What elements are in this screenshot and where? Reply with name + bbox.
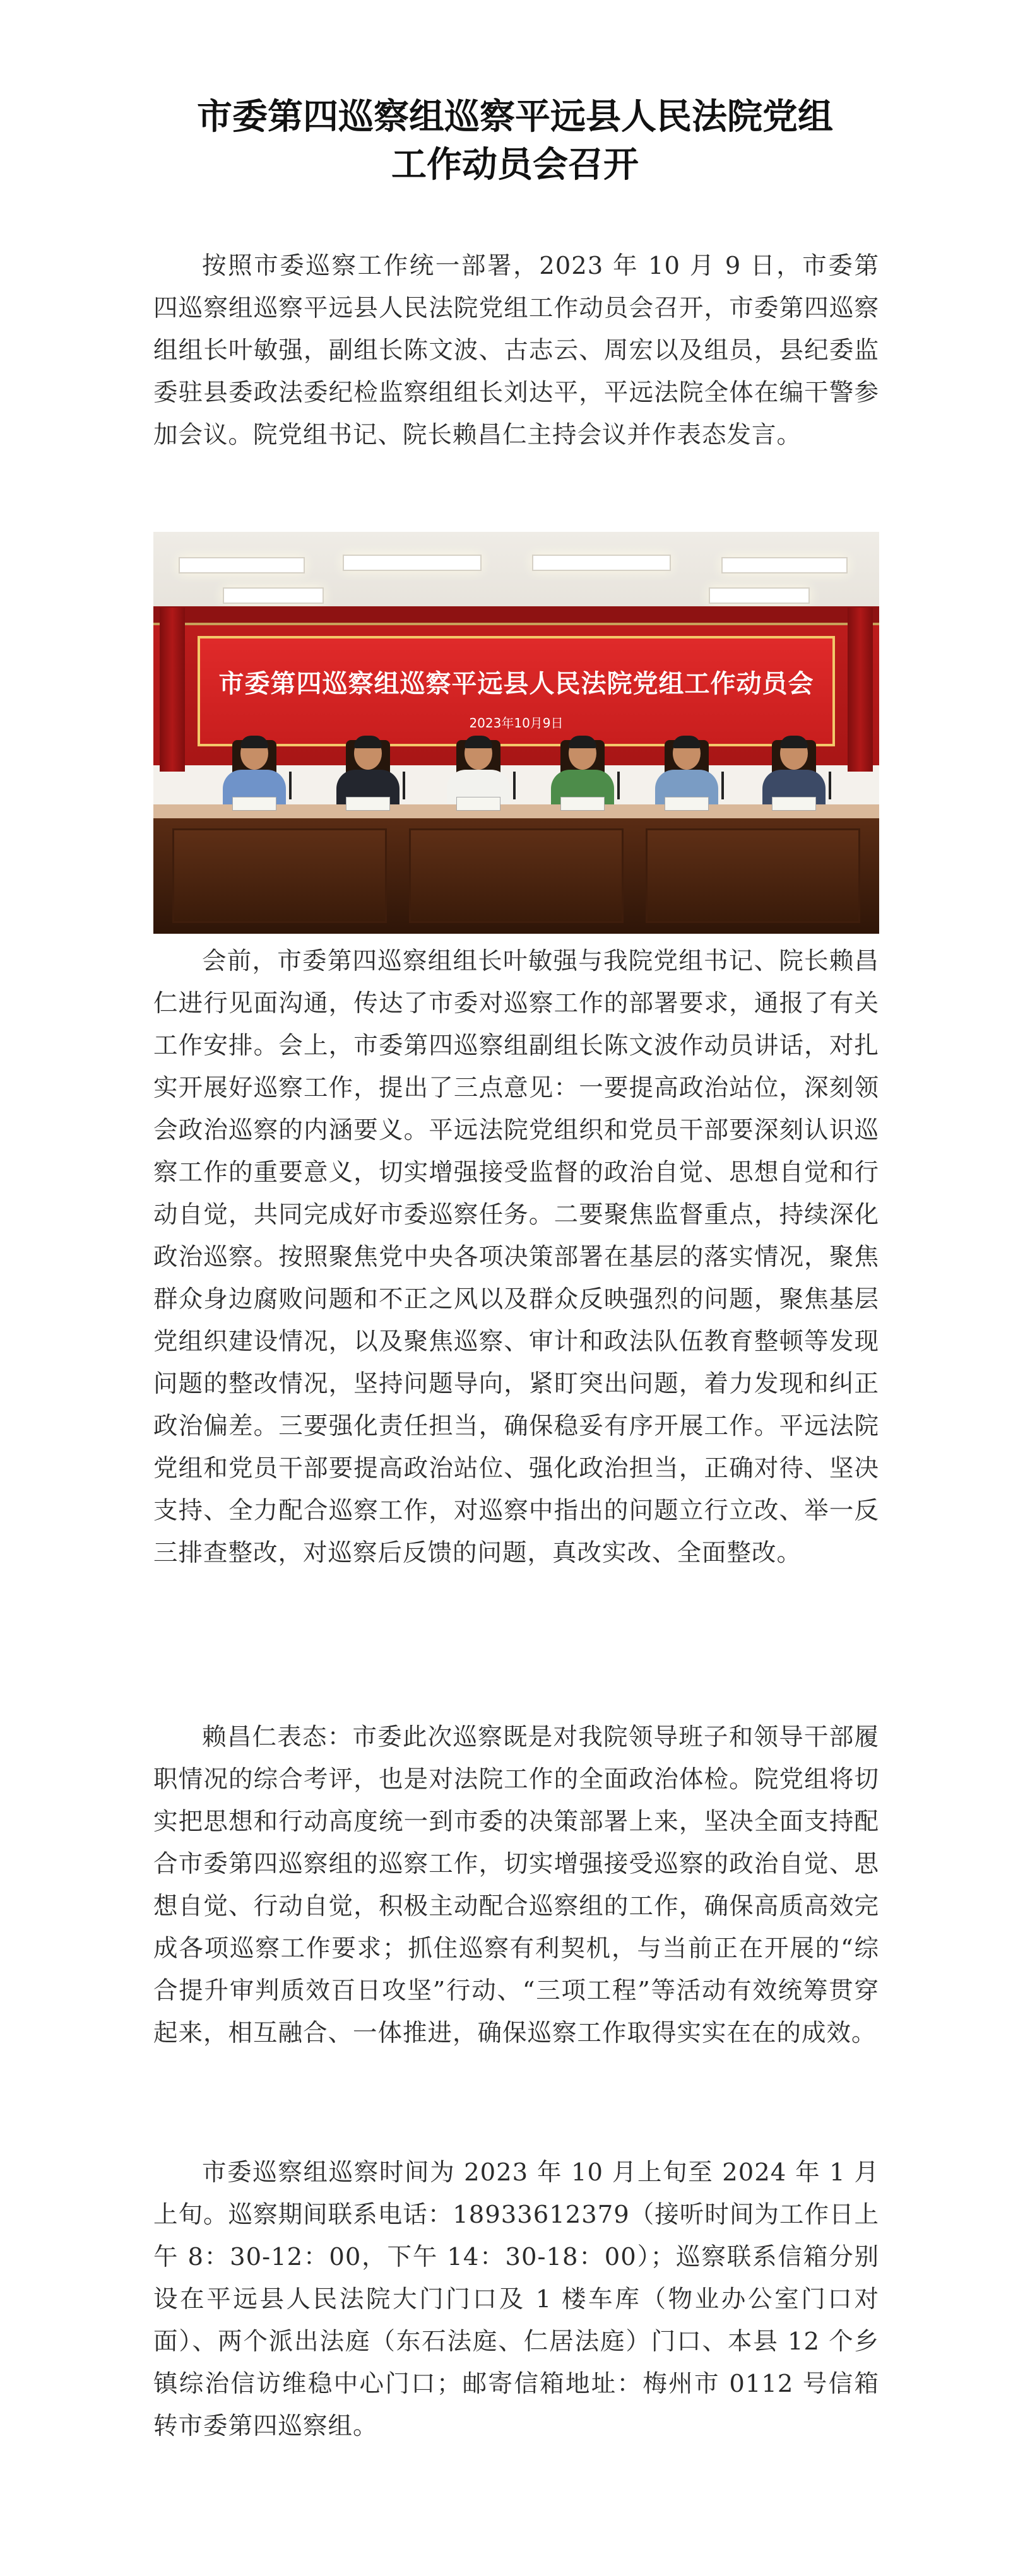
curtain-left	[160, 608, 185, 772]
ceiling-light	[532, 555, 671, 571]
nameplate	[232, 797, 276, 811]
title-line-2: 工作动员会召开	[391, 144, 639, 185]
paragraph-intro: 按照市委巡察工作统一部署，2023 年 10 月 9 日，市委第四巡察组巡察平远县人民法院党组工作动员会召开，市委第四巡察组组长叶敏强，副组长陈文波、古志云、周宏以及组员，县纪委监委驻县委政法委纪检监察组组长刘达平，平远法院全体在编干警参加会议。院党组书记、院长赖昌仁主持会议并作表态发言。	[153, 252, 879, 449]
article-title	[126, 93, 904, 189]
microphone	[721, 772, 724, 799]
table-panel	[172, 828, 387, 923]
banner-title: 市委第四巡察组巡察平远县人民法院党组工作动员会	[218, 669, 814, 698]
attendee-hair	[673, 736, 701, 748]
nameplate	[665, 797, 709, 811]
table-panel	[646, 828, 860, 923]
attendee-hair	[569, 736, 596, 748]
stage-frame	[153, 606, 879, 625]
ceiling-light	[709, 587, 810, 604]
attendee-hair	[354, 736, 382, 748]
ceiling-light	[343, 555, 482, 571]
banner-date: 2023年10月9日	[469, 715, 564, 731]
ceiling-light	[721, 557, 848, 573]
nameplate	[346, 797, 390, 811]
attendee-hair	[780, 736, 808, 748]
microphone	[829, 772, 831, 799]
microphone	[289, 772, 292, 799]
ceiling-light	[179, 557, 305, 573]
attendee-hair	[240, 736, 268, 748]
nameplate	[456, 797, 500, 811]
paragraph-statement: 赖昌仁表态：市委此次巡察既是对我院领导班子和领导干部履职情况的综合考评，也是对法院工作的全面政治体检。院党组将切实把思想和行动高度统一到市委的决策部署上来，坚决全面支持配合市委第四巡察组的巡察工作，切实增强接受巡察的政治自觉、思想自觉、行动自觉，积极主动配合巡察组的工作，确保高质高效完成各项巡察工作要求；抓住巡察有利契机，与当前正在开展的“综合提升审判质效百日攻坚”行动、“三项工程”等活动有效统筹贯穿起来，相互融合、一体推进，确保巡察工作取得实实在在的成效。	[153, 1723, 879, 2047]
meeting-banner	[198, 636, 835, 746]
meeting-photo	[153, 532, 879, 934]
nameplate	[560, 797, 605, 811]
curtain-right	[848, 608, 873, 772]
microphone	[403, 772, 405, 799]
microphone	[513, 772, 516, 799]
title-line-1: 市委第四巡察组巡察平远县人民法院党组	[197, 97, 833, 138]
paragraph-contact: 市委巡察组巡察时间为 2023 年 10 月上旬至 2024 年 1 月上旬。巡察期间联系电话：18933612379（接听时间为工作日上午 8：30-12：00，下午 14：30-18：00）；巡察联系信箱分别设在平远县人民法院大门门口及 1 楼车库（物业办公室门口对面）、两个派出法庭（东石法庭、仁居法庭）门口、本县 12 个乡镇综治信访维稳中心门口；邮寄信箱地址：梅州市 0112 号信箱转市委第四巡察组。	[153, 2158, 879, 2440]
attendee-hair	[465, 736, 492, 748]
ceiling-light	[223, 587, 324, 604]
paragraph-meeting: 会前，市委第四巡察组组长叶敏强与我院党组书记、院长赖昌仁进行见面沟通，传达了市委对巡察工作的部署要求，通报了有关工作安排。会上，市委第四巡察组副组长陈文波作动员讲话，对扎实开展好巡察工作，提出了三点意见：一要提高政治站位，深刻领会政治巡察的内涵要义。平远法院党组织和党员干部要深刻认识巡察工作的重要意义，切实增强接受监督的政治自觉、思想自觉和行动自觉，共同完成好市委巡察任务。二要聚焦监督重点，持续深化政治巡察。按照聚焦党中央各项决策部署在基层的落实情况，聚焦群众身边腐败问题和不正之风以及群众反映强烈的问题，聚焦基层党组织建设情况，以及聚焦巡察、审计和政法队伍教育整顿等发现问题的整改情况，坚持问题导向，紧盯突出问题，着力发现和纠正政治偏差。三要强化责任担当，确保稳妥有序开展工作。平远法院党组和党员干部要提高政治站位、强化政治担当，正确对待、坚决支持、全力配合巡察工作，对巡察中指出的问题立行立改、举一反三排查整改，对巡察后反馈的问题，真改实改、全面整改。	[153, 947, 879, 1567]
nameplate	[772, 797, 816, 811]
microphone	[617, 772, 620, 799]
table-panel	[409, 828, 624, 923]
